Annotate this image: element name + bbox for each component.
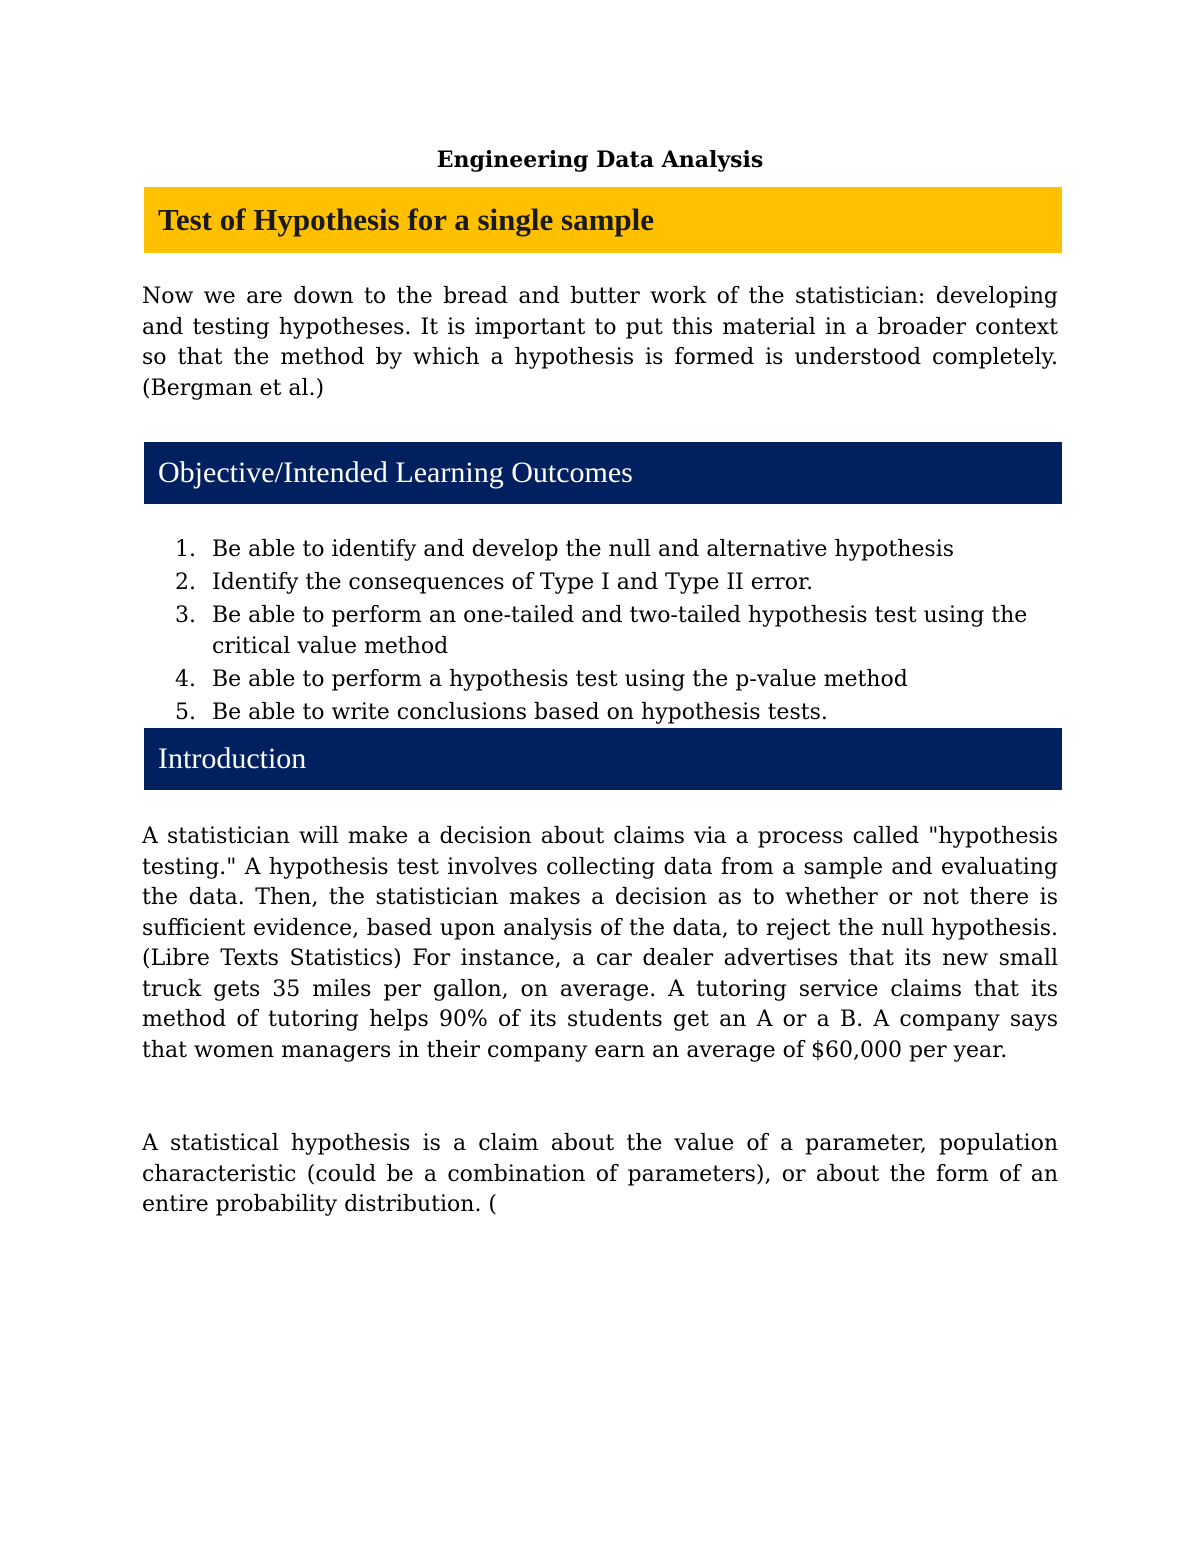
list-item-text: Be able to perform a hypothesis test using the p-value method bbox=[212, 666, 908, 692]
intro-paragraph: Now we are down to the bread and butter work of the statistician: developing and testing hypotheses. It is important to put this material in a broader context so that the method by which a hypothesis is formed is understood completely. (Bergman et al.) bbox=[142, 284, 1058, 401]
list-item-number: 2. bbox=[175, 570, 196, 595]
section-banner-main bbox=[144, 187, 1062, 253]
introduction-paragraph-1: A statistician will make a decision about claims via a process called "hypothesis testing." A hypothesis test involves collecting data from a sample and evaluating the data. Then, the statistician makes a decision as to whether or not there is sufficient evidence, based upon analysis of the data, to reject the null hypothesis. (Libre Texts Statistics) For instance, a car dealer advertises that its new small truck gets 35 miles per gallon, on average. A tutoring service claims that its method of tutoring helps 90% of its students get an A or a B. A company says that women managers in their company earn an average of $60,000 per year. bbox=[142, 824, 1058, 1063]
list-item bbox=[142, 568, 1058, 599]
section-banner-objective-label: Objective/Intended Learning Outcomes bbox=[158, 456, 633, 489]
list-item bbox=[142, 601, 1058, 662]
list-item bbox=[142, 698, 1058, 729]
section-banner-introduction-label: Introduction bbox=[158, 742, 307, 775]
introduction-paragraph-2: A statistical hypothesis is a claim about the value of a parameter, population characteristic (could be a combination of parameters), or about the form of an entire probability distribution. ( bbox=[142, 1131, 1058, 1217]
list-item-text: Be able to perform an one-tailed and two-tailed hypothesis test using the critical value method bbox=[212, 603, 1028, 659]
outcomes-list bbox=[142, 535, 1058, 731]
list-item bbox=[142, 665, 1058, 696]
list-item-text: Be able to identify and develop the null and alternative hypothesis bbox=[212, 537, 955, 562]
document-title: Engineering Data Analysis bbox=[436, 147, 764, 173]
list-item-text: Identify the consequences of Type I and Type II error. bbox=[212, 570, 814, 595]
list-item-number: 5. bbox=[175, 699, 196, 725]
list-item-number: 3. bbox=[175, 603, 196, 628]
list-item-text: Be able to write conclusions based on hypothesis tests. bbox=[212, 699, 828, 725]
list-item-number: 4. bbox=[175, 666, 196, 692]
list-item-number: 1. bbox=[175, 537, 196, 562]
section-banner-objective bbox=[144, 442, 1062, 504]
list-item bbox=[142, 535, 1058, 566]
section-banner-main-label: Test of Hypothesis for a single sample bbox=[158, 202, 655, 237]
section-banner-introduction bbox=[144, 728, 1062, 790]
